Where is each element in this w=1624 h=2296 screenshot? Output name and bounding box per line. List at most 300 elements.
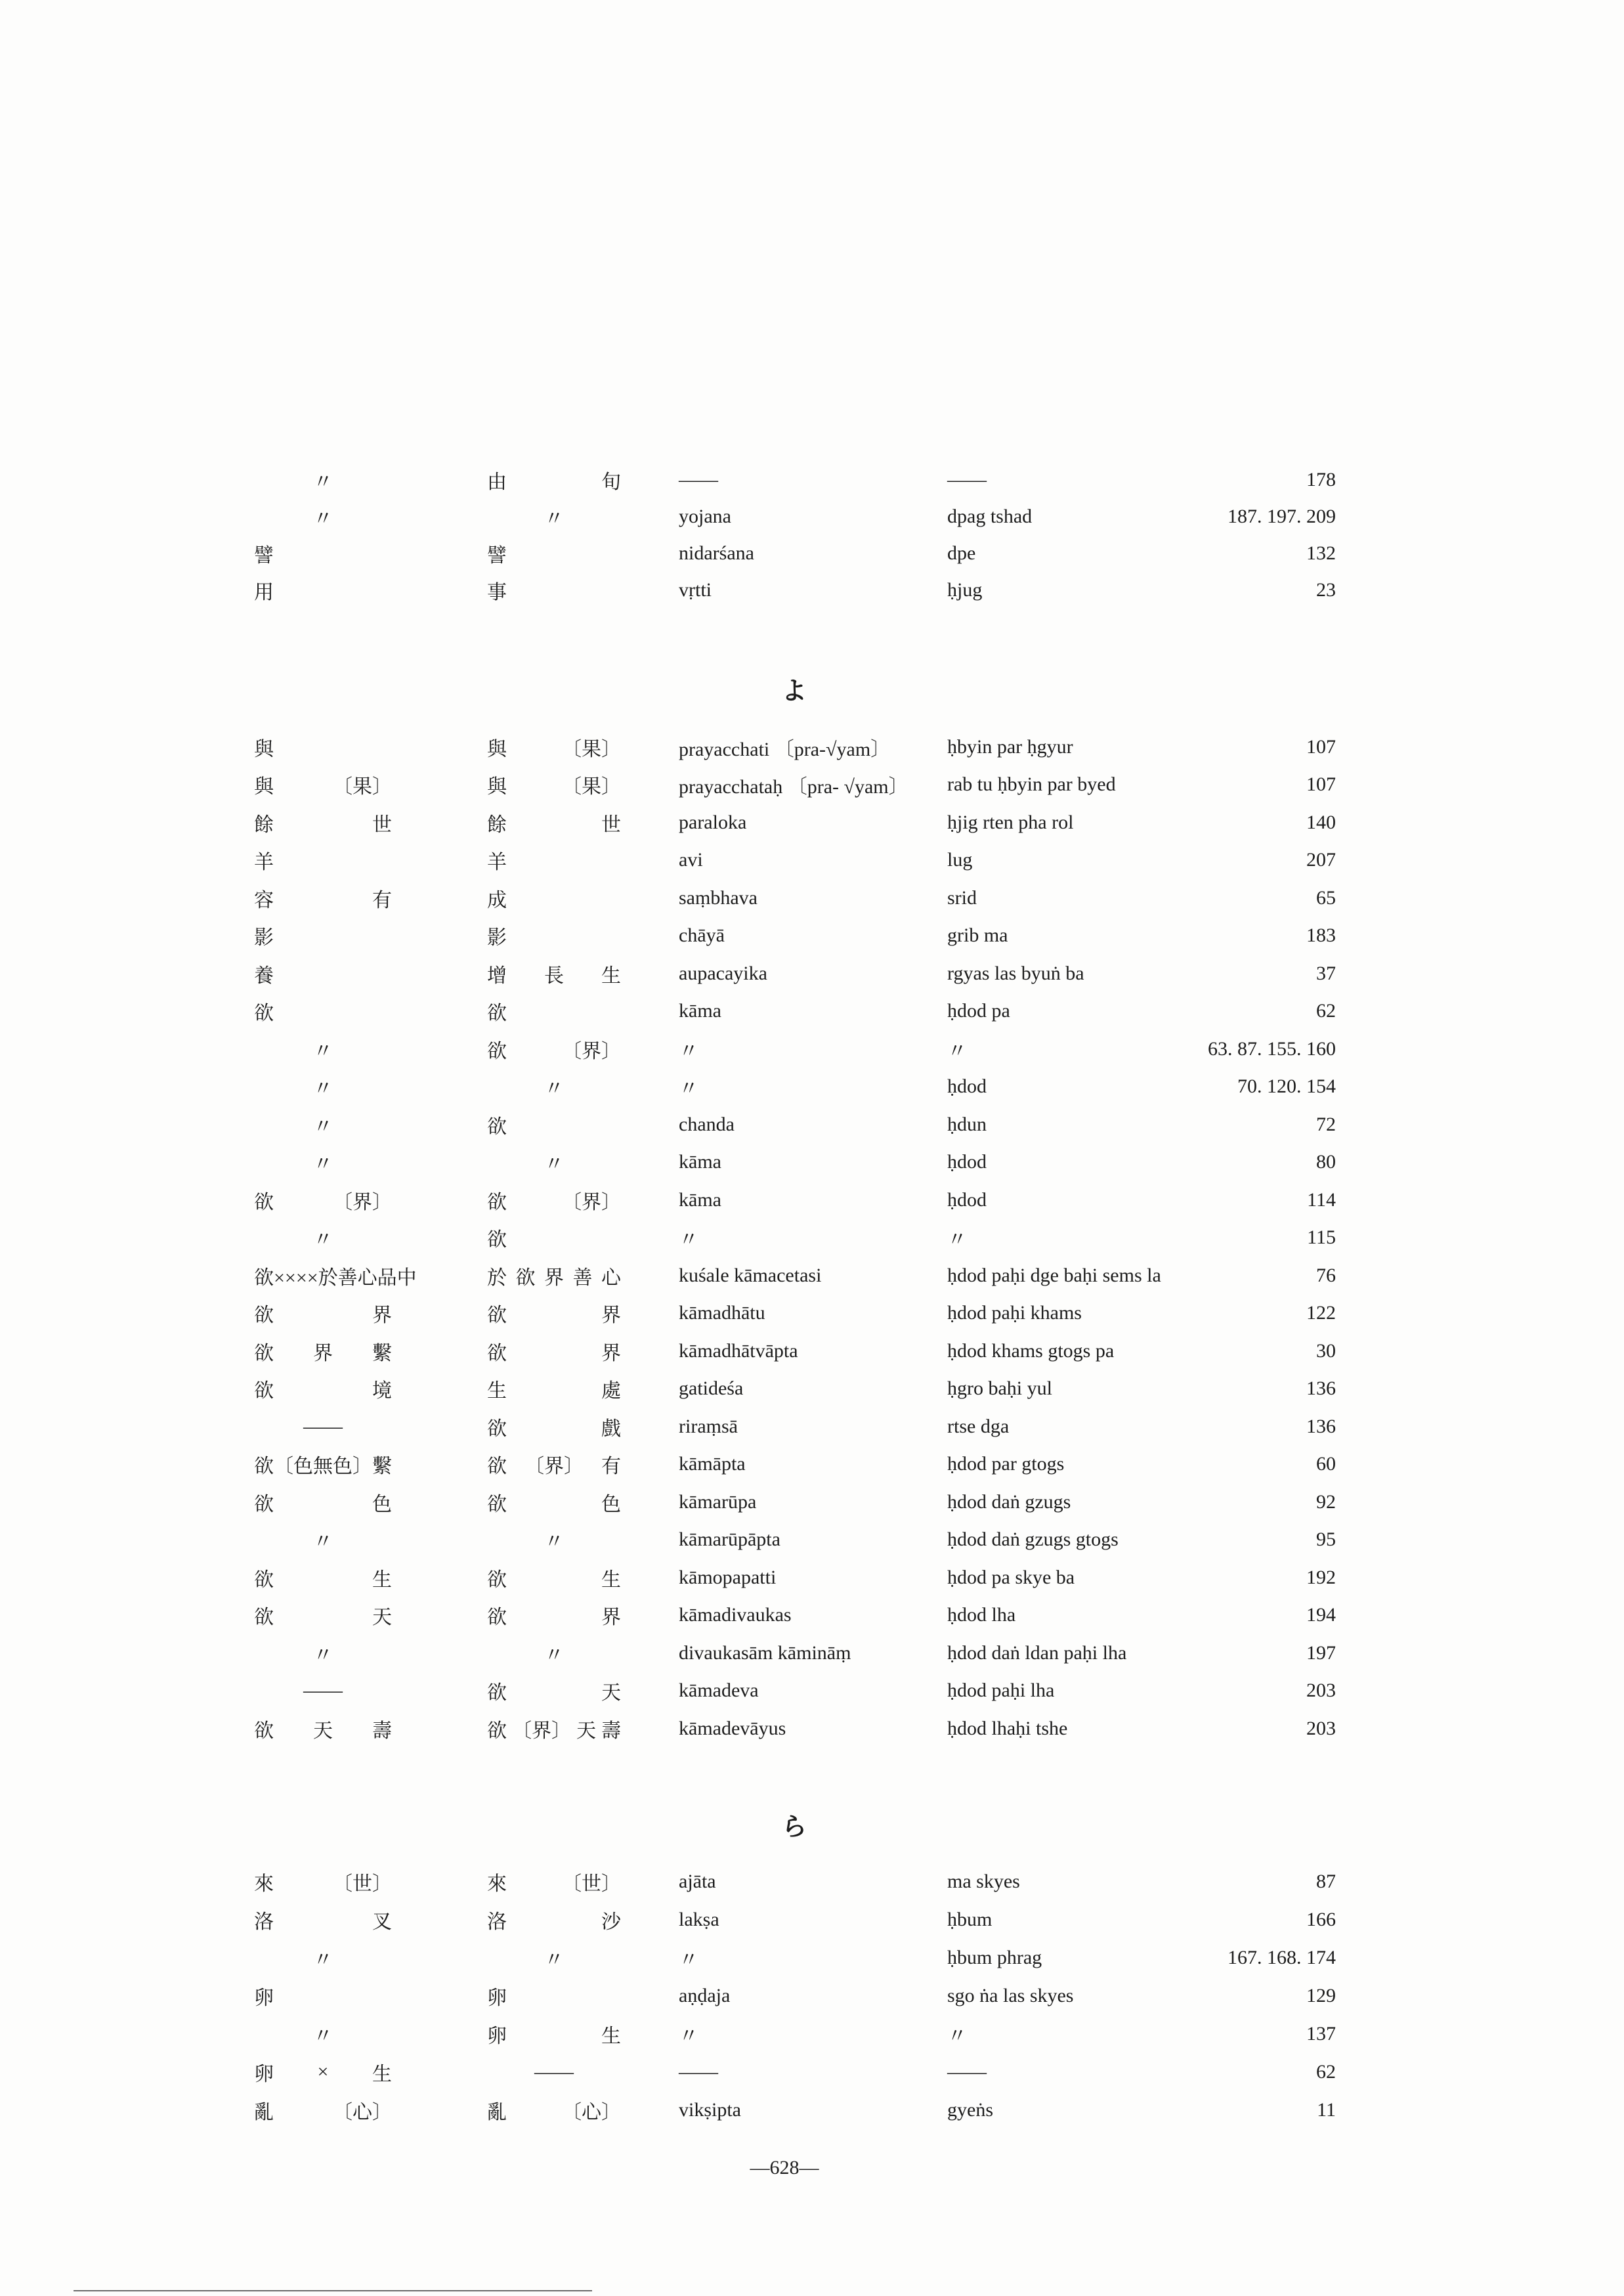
- chinese-term-cell: [254, 842, 392, 880]
- term-glyph: 洛: [254, 1911, 274, 1933]
- index-entry-row: [0, 879, 1624, 917]
- term-glyph: 界: [601, 1305, 621, 1327]
- term-glyph: 〃: [313, 471, 333, 493]
- tibetan-cell: [947, 993, 1010, 1031]
- sanskrit-cell: [679, 1408, 738, 1446]
- sanskrit-text: 〃: [679, 2025, 698, 2047]
- chinese-variant-cell: [487, 1106, 621, 1144]
- sanskrit-cell: [679, 1446, 746, 1484]
- page-ref-cell: [1316, 879, 1336, 917]
- sanskrit-cell: [679, 2053, 718, 2091]
- chinese-term-cell: [254, 1370, 392, 1408]
- term-glyph: 天: [601, 1682, 621, 1704]
- term-glyph: 欲: [254, 1305, 274, 1327]
- term-glyph: 卵: [254, 1987, 274, 2009]
- chinese-term-cell: [254, 804, 392, 842]
- term-glyph: 亂: [254, 2102, 274, 2123]
- index-entry-row: [0, 1332, 1624, 1370]
- sanskrit-text: kāma: [679, 1188, 721, 1211]
- term-glyph: 羊: [487, 852, 507, 874]
- tibetan-text: ḥgro baḥi yul: [947, 1377, 1052, 1400]
- term-glyph: 欲: [487, 1191, 507, 1213]
- page-ref-cell: [1316, 1257, 1336, 1295]
- tibetan-text: rtse dga: [947, 1415, 1010, 1437]
- sanskrit-text: nidarśana: [679, 542, 754, 564]
- term-glyph: 來: [487, 1873, 507, 1895]
- sanskrit-cell: [679, 1068, 698, 1106]
- sanskrit-text: kāmadivaukas: [679, 1604, 792, 1626]
- chinese-term-cell: [254, 1106, 392, 1144]
- term-glyph: 〃: [544, 1531, 564, 1553]
- chinese-term-cell: [254, 1332, 392, 1370]
- sanskrit-text: chāyā: [679, 924, 725, 947]
- term-glyph: 卵: [487, 2025, 507, 2047]
- term-glyph: 欲: [254, 1720, 274, 1742]
- page-ref-text: 187. 197. 209: [1228, 506, 1336, 527]
- sanskrit-text: kāmadeva: [679, 1679, 759, 1702]
- sanskrit-cell: [679, 2091, 741, 2129]
- sanskrit-cell: [679, 1672, 759, 1710]
- index-entry-row: [0, 1634, 1624, 1672]
- sanskrit-text: kuśale kāmacetasi: [679, 1264, 822, 1286]
- index-entry-row: [0, 462, 1624, 498]
- sanskrit-text: kāmarūpāpta: [679, 1528, 780, 1551]
- chinese-term-cell: [254, 1559, 392, 1597]
- sanskrit-cell: [679, 879, 758, 917]
- chinese-variant-cell: [487, 1370, 621, 1408]
- tibetan-cell: [947, 1483, 1071, 1521]
- tibetan-cell: [947, 2015, 967, 2053]
- term-glyph: 欲: [254, 1380, 274, 1402]
- term-glyph: 欲: [487, 1493, 507, 1515]
- index-entry-row: [0, 2053, 1624, 2091]
- term-glyph: 〃: [544, 1644, 564, 1666]
- tibetan-cell: [947, 1634, 1126, 1672]
- term-glyph: 繫: [372, 1342, 392, 1364]
- chinese-variant-cell: [487, 804, 621, 842]
- sanskrit-cell: [679, 993, 721, 1031]
- term-glyph: 餘: [254, 813, 274, 836]
- tibetan-text: ——: [947, 469, 987, 490]
- chinese-term-cell: [254, 728, 392, 766]
- term-glyph: 〔界〕: [512, 1720, 571, 1742]
- sanskrit-cell: [679, 535, 754, 572]
- page-ref-cell: [1316, 1483, 1336, 1521]
- page-ref-cell: [1316, 1332, 1336, 1370]
- chinese-variant-cell: [487, 535, 621, 572]
- sanskrit-text: saṃbhava: [679, 886, 758, 909]
- page-ref-text: 178: [1306, 469, 1336, 490]
- index-entry-row: [0, 1219, 1624, 1257]
- sanskrit-cell: [679, 1597, 792, 1635]
- term-glyph: 〃: [313, 1154, 333, 1176]
- page-ref-cell: [1306, 1634, 1336, 1672]
- sanskrit-cell: [679, 1181, 721, 1219]
- chinese-variant-cell: [487, 1144, 621, 1182]
- tibetan-text: ḥdod paḥi khams: [947, 1302, 1082, 1324]
- sanskrit-cell: [679, 955, 767, 993]
- page-ref-cell: [1306, 462, 1336, 498]
- index-entry-row: [0, 842, 1624, 880]
- index-entry-row: [0, 1408, 1624, 1446]
- term-glyph: 世: [372, 813, 392, 836]
- page-ref-text: 30: [1316, 1339, 1336, 1362]
- term-glyph: ×: [317, 2061, 329, 2083]
- term-glyph: 〔心〕: [562, 2102, 621, 2123]
- chinese-term-cell: [254, 1408, 392, 1446]
- term-glyph: 容: [254, 889, 274, 911]
- tibetan-text: ḥjig rten pha rol: [947, 811, 1074, 833]
- page-ref-cell: [1316, 1144, 1336, 1182]
- term-glyph: 成: [487, 889, 507, 911]
- sanskrit-cell: [679, 842, 703, 880]
- page-ref-text: 132: [1306, 542, 1336, 564]
- page-ref-text: 60: [1316, 1453, 1336, 1475]
- page-ref-text: 11: [1317, 2099, 1336, 2121]
- index-entry-row: [0, 1901, 1624, 1939]
- page-ref-cell: [1306, 1295, 1336, 1333]
- sanskrit-cell: [679, 1483, 756, 1521]
- term-glyph: 影: [254, 927, 274, 949]
- chinese-variant-cell: [487, 1634, 621, 1672]
- page-ref-text: 137: [1306, 2023, 1336, 2045]
- tibetan-cell: [947, 1446, 1064, 1484]
- term-glyph: 色: [601, 1493, 621, 1515]
- index-entry-row: [0, 1672, 1624, 1710]
- index-entry-row: [0, 1257, 1624, 1295]
- page-ref-text: 122: [1306, 1302, 1336, 1324]
- tibetan-cell: [947, 1106, 987, 1144]
- tibetan-text: dpag tshad: [947, 506, 1033, 527]
- chinese-term-cell: [254, 498, 392, 535]
- page-edge-rule: [74, 2290, 592, 2291]
- term-glyph: 〃: [313, 2025, 333, 2047]
- term-glyph: 欲: [487, 1682, 507, 1704]
- page-ref-cell: [1306, 1597, 1336, 1635]
- tibetan-text: ḥbum phrag: [947, 1947, 1042, 1968]
- chinese-variant-cell: [487, 1863, 621, 1901]
- sanskrit-text: paraloka: [679, 811, 747, 833]
- page-ref-text: 140: [1306, 811, 1336, 833]
- page-ref-cell: [1306, 2015, 1336, 2053]
- page-ref-cell: [1316, 1106, 1336, 1144]
- tibetan-text: ḥdod paḥi dge baḥi sems la: [947, 1264, 1161, 1286]
- chinese-variant-cell: [487, 917, 621, 955]
- chinese-variant-cell: [487, 1977, 621, 2015]
- term-glyph: 沙: [601, 1911, 621, 1933]
- sanskrit-text: kāmadhātvāpta: [679, 1339, 798, 1362]
- tibetan-cell: [947, 1408, 1009, 1446]
- chinese-term-cell: [254, 2015, 392, 2053]
- page-ref-cell: [1316, 1863, 1336, 1901]
- page-ref-text: 87: [1316, 1871, 1336, 1892]
- tibetan-cell: [947, 1559, 1075, 1597]
- sanskrit-text: vṛtti: [679, 579, 712, 601]
- term-glyph: 欲: [254, 1003, 274, 1025]
- chinese-term-cell: [254, 462, 392, 498]
- chinese-term-cell: [254, 1257, 417, 1295]
- page-ref-cell: [1317, 2091, 1336, 2129]
- chinese-term-cell: [254, 1483, 392, 1521]
- page-ref-text: 136: [1306, 1415, 1336, 1437]
- term-glyph: 欲: [254, 1191, 274, 1213]
- chinese-variant-cell: [487, 728, 621, 766]
- page-ref-cell: [1306, 1559, 1336, 1597]
- term-glyph: 界: [544, 1267, 564, 1289]
- chinese-variant-cell: [487, 1597, 621, 1635]
- chinese-variant-cell: [487, 1068, 621, 1106]
- page-ref-cell: [1316, 1446, 1336, 1484]
- term-glyph: 〔界〕: [562, 1040, 621, 1062]
- page-ref-cell: [1228, 1939, 1336, 1977]
- page-ref-text: 197: [1306, 1641, 1336, 1664]
- sanskrit-cell: [679, 572, 712, 609]
- chinese-variant-cell: [487, 1559, 621, 1597]
- sanskrit-cell: [679, 1901, 719, 1939]
- chinese-variant-cell: [487, 766, 621, 804]
- tibetan-text: ḥdod: [947, 1075, 987, 1098]
- chinese-variant-cell: [487, 1483, 621, 1521]
- term-glyph: 欲: [487, 1720, 507, 1742]
- chinese-term-cell: [254, 1068, 392, 1106]
- page-ref-text: 76: [1316, 1264, 1336, 1286]
- term-glyph: 長: [544, 964, 564, 987]
- index-entry-row: [0, 804, 1624, 842]
- chinese-variant-cell: [487, 2091, 621, 2129]
- sanskrit-text: prayacchati 〔pra-√yam〕: [679, 738, 891, 760]
- chinese-variant-cell: [487, 1521, 621, 1559]
- index-entry-row: [0, 766, 1624, 804]
- page-ref-cell: [1306, 1370, 1336, 1408]
- chinese-variant-cell: [487, 1030, 621, 1068]
- sanskrit-text: divaukasām kāmināṃ: [679, 1641, 851, 1664]
- page-ref-text: 37: [1316, 962, 1336, 984]
- tibetan-text: dpe: [947, 542, 976, 564]
- chinese-term-cell: [254, 1446, 392, 1484]
- term-glyph: 〃: [313, 1040, 333, 1062]
- term-glyph: 卵: [487, 1987, 507, 2009]
- chinese-term-cell: [254, 1219, 392, 1257]
- tibetan-text: ḥdod daṅ gzugs gtogs: [947, 1528, 1119, 1551]
- index-entry-row: [0, 572, 1624, 609]
- index-entry-row: [0, 993, 1624, 1031]
- page-ref-cell: [1316, 955, 1336, 993]
- page-ref-cell: [1306, 1977, 1336, 2015]
- sanskrit-text: lakṣa: [679, 1909, 719, 1930]
- tibetan-text: sgo ṅa las skyes: [947, 1985, 1074, 2006]
- term-glyph: ——: [303, 1415, 343, 1437]
- term-glyph: 餘: [487, 813, 507, 836]
- tibetan-cell: [947, 879, 977, 917]
- chinese-variant-cell: [487, 1939, 621, 1977]
- page-ref-text: 166: [1306, 1909, 1336, 1930]
- sanskrit-cell: [679, 2015, 698, 2053]
- sanskrit-cell: [679, 1219, 698, 1257]
- term-glyph: 欲: [254, 1493, 274, 1515]
- sanskrit-cell: [679, 1295, 765, 1333]
- index-entry-row: [0, 1106, 1624, 1144]
- index-entry-row: [0, 1863, 1624, 1901]
- page-ref-cell: [1307, 1219, 1336, 1257]
- term-glyph: 欲: [487, 1607, 507, 1629]
- term-glyph: 叉: [372, 1911, 392, 1933]
- term-glyph: 〔世〕: [562, 1873, 621, 1895]
- sanskrit-cell: [679, 1106, 735, 1144]
- chinese-variant-cell: [487, 1295, 621, 1333]
- page-ref-cell: [1316, 993, 1336, 1031]
- term-glyph: 譬: [487, 545, 507, 567]
- sanskrit-cell: [679, 1939, 698, 1977]
- tibetan-cell: [947, 462, 987, 498]
- sanskrit-cell: [679, 1559, 776, 1597]
- tibetan-cell: [947, 1332, 1114, 1370]
- tibetan-cell: [947, 2091, 993, 2129]
- chinese-term-cell: [254, 1521, 392, 1559]
- tibetan-cell: [947, 1030, 967, 1068]
- page-ref-text: 80: [1316, 1151, 1336, 1173]
- index-entry-row: [0, 728, 1624, 766]
- sanskrit-cell: [679, 804, 746, 842]
- chinese-term-cell: [254, 1710, 392, 1748]
- page-ref-cell: [1316, 1521, 1336, 1559]
- tibetan-text: ḥdod par gtogs: [947, 1453, 1065, 1475]
- term-glyph: 生: [601, 2025, 621, 2047]
- tibetan-text: lug: [947, 849, 973, 871]
- index-entry-row: [0, 498, 1624, 535]
- page-ref-cell: [1316, 2053, 1336, 2091]
- sanskrit-text: kāma: [679, 1151, 721, 1173]
- tibetan-cell: [947, 2053, 987, 2091]
- section-heading: ら: [781, 1811, 807, 1841]
- term-glyph: 天: [372, 1607, 392, 1629]
- index-entry-row: [0, 535, 1624, 572]
- page-ref-cell: [1306, 766, 1336, 804]
- term-glyph: 生: [601, 1569, 621, 1591]
- term-glyph: 境: [372, 1380, 392, 1402]
- sanskrit-cell: [679, 1144, 721, 1182]
- tibetan-text: rgyas las byuṅ ba: [947, 962, 1084, 984]
- index-entry-row: [0, 1370, 1624, 1408]
- chinese-term-cell: [254, 1030, 392, 1068]
- chinese-term-cell: [254, 1295, 392, 1333]
- chinese-term-cell: [254, 2053, 392, 2091]
- page-number: —628—: [750, 2157, 819, 2178]
- term-glyph: 〃: [313, 1116, 333, 1138]
- chinese-variant-cell: [487, 1257, 621, 1295]
- sanskrit-cell: [679, 462, 718, 498]
- page-ref-cell: [1306, 917, 1336, 955]
- tibetan-cell: [947, 842, 972, 880]
- chinese-variant-cell: [487, 1901, 621, 1939]
- chinese-variant-cell: [487, 498, 621, 535]
- tibetan-cell: [947, 955, 1084, 993]
- sanskrit-text: 〃: [679, 1040, 698, 1062]
- term-glyph: 〃: [544, 1078, 564, 1100]
- sanskrit-cell: [679, 1863, 716, 1901]
- page-ref-text: 194: [1306, 1604, 1336, 1626]
- chinese-variant-cell: [487, 1446, 621, 1484]
- index-entry-row: [0, 1559, 1624, 1597]
- term-glyph: 生: [487, 1380, 507, 1402]
- term-glyph: 由: [487, 471, 507, 493]
- term-glyph: 〃: [313, 1078, 333, 1100]
- term-glyph: 有: [372, 889, 392, 911]
- sanskrit-text: gatideśa: [679, 1377, 744, 1400]
- index-entry-row: [0, 2015, 1624, 2053]
- index-entry-row: [0, 955, 1624, 993]
- sanskrit-text: kāmadevāyus: [679, 1717, 786, 1739]
- page-ref-text: 203: [1306, 1679, 1336, 1702]
- tibetan-cell: [947, 572, 982, 609]
- term-glyph: 戲: [601, 1418, 621, 1440]
- tibetan-text: grib ma: [947, 924, 1008, 947]
- page-ref-text: 203: [1306, 1717, 1336, 1739]
- sanskrit-text: 〃: [679, 1078, 698, 1100]
- index-entry-row: [0, 1030, 1624, 1068]
- term-glyph: 譬: [254, 545, 274, 567]
- index-entry-row: [0, 1483, 1624, 1521]
- page-ref-text: 65: [1316, 886, 1336, 909]
- tibetan-cell: [947, 1257, 1161, 1295]
- sanskrit-text: kāma: [679, 1000, 721, 1022]
- term-glyph: 與: [254, 738, 274, 760]
- sanskrit-text: ajāta: [679, 1871, 716, 1892]
- tibetan-text: gyeṅs: [947, 2099, 993, 2121]
- term-glyph: 〔心〕: [333, 2102, 392, 2123]
- sanskrit-cell: [679, 728, 890, 766]
- term-glyph: 欲: [487, 1418, 507, 1440]
- index-entry-row: [0, 917, 1624, 955]
- index-entry-row: [0, 1710, 1624, 1748]
- tibetan-text: ḥdod khams gtogs pa: [947, 1339, 1115, 1362]
- chinese-variant-cell: [487, 572, 621, 609]
- term-glyph: 亂: [487, 2102, 507, 2123]
- sanskrit-cell: [679, 917, 725, 955]
- tibetan-cell: [947, 1863, 1020, 1901]
- term-glyph: 天: [313, 1720, 333, 1742]
- tibetan-cell: [947, 1295, 1082, 1333]
- chinese-term-cell: [254, 1939, 392, 1977]
- sanskrit-text: kāmāpta: [679, 1453, 746, 1475]
- index-entry-row: [0, 1144, 1624, 1182]
- chinese-variant-cell: [487, 1408, 621, 1446]
- tibetan-text: ḥdod pa skye ba: [947, 1566, 1075, 1588]
- sanskrit-cell: [679, 1521, 780, 1559]
- chinese-term-cell: [254, 1977, 392, 2015]
- tibetan-cell: [947, 1181, 987, 1219]
- term-glyph: 洛: [487, 1911, 507, 1933]
- term-glyph: 欲〔色無色〕繫: [254, 1456, 392, 1478]
- term-glyph: 與: [487, 776, 507, 798]
- tibetan-cell: [947, 728, 1073, 766]
- tibetan-text: rab tu ḥbyin par byed: [947, 773, 1116, 796]
- term-glyph: 〃: [544, 508, 564, 530]
- sanskrit-text: 〃: [679, 1229, 698, 1251]
- chinese-variant-cell: [487, 2015, 621, 2053]
- term-glyph: 欲: [487, 1003, 507, 1025]
- sanskrit-text: kāmopapatti: [679, 1566, 777, 1588]
- tibetan-text: ——: [947, 2061, 987, 2083]
- page-ref-text: 62: [1316, 2061, 1336, 2083]
- sanskrit-cell: [679, 498, 731, 535]
- page-ref-text: 114: [1307, 1188, 1336, 1211]
- section-heading: よ: [781, 675, 807, 705]
- term-glyph: 〃: [544, 1154, 564, 1176]
- page-ref-text: 62: [1316, 1000, 1336, 1022]
- sanskrit-cell: [679, 1634, 851, 1672]
- term-glyph: 欲: [487, 1569, 507, 1591]
- term-glyph: 羊: [254, 852, 274, 874]
